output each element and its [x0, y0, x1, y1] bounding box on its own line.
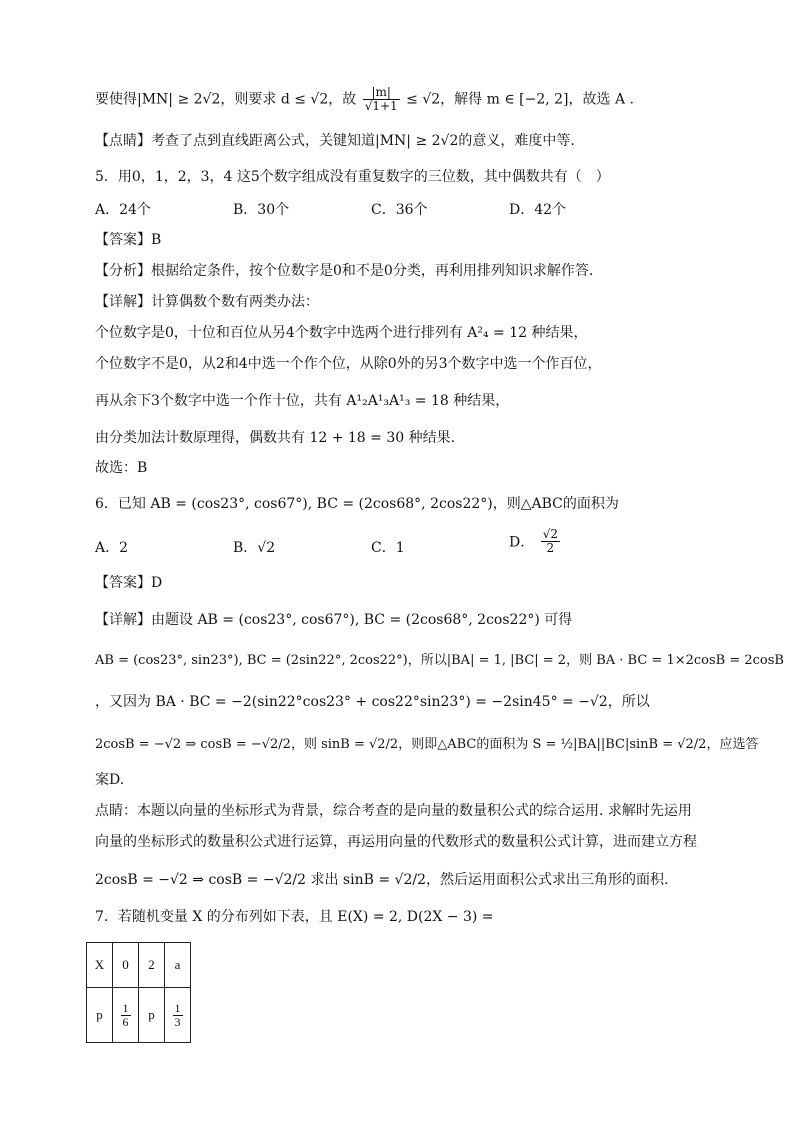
q6-option-d [509, 528, 562, 555]
q7-distribution-table [86, 942, 191, 1043]
q5-option-d: D．42个 [509, 202, 567, 218]
q7-stem: 7．若随机变量 X 的分布列如下表，且 E(X) = 2, D(2X − 3) = [95, 909, 494, 925]
table-cell [165, 988, 191, 1043]
table-fraction [173, 1002, 183, 1029]
q6-note-line-0: 点睛：本题以向量的坐标形式为背景，综合考查的是向量的数量积公式的综合运用. 求解时先运用 [95, 803, 692, 819]
q5-detail-line-0 [95, 292, 319, 312]
frac-num: 1 [174, 1000, 181, 1015]
q5-stem: 5．用0，1，2，3，4 这5个数字组成没有重复数字的三位数，其中偶数共有（ ） [95, 169, 610, 185]
q5-analysis [95, 261, 593, 281]
q6-detail-line-0 [95, 610, 572, 630]
detail-tag: 【详解】 [95, 612, 151, 628]
q6-answer [95, 573, 162, 593]
q6-d-den: 2 [546, 541, 555, 555]
table-row [87, 943, 191, 988]
q5-detail-line-5: 故选：B [95, 460, 148, 476]
table-cell [113, 988, 139, 1043]
q5-detail-line-4: 由分类加法计数原理得，偶数共有 12 + 18 = 30 种结果. [95, 430, 456, 446]
frac-den: 6 [122, 1014, 129, 1029]
detail-text: 计算偶数个数有两类办法： [151, 294, 319, 310]
q6-option-d-label: D． [509, 534, 535, 551]
q6-detail-line-3: 2cosB = −√2 ⇒ cosB = −√2/2，则 sinB = √2/2，则即△ABC的面积为 S = ½|BA||BC|sinB = √2/2，应选答 [95, 737, 759, 752]
q4-frac-num: |m| [363, 86, 400, 100]
q5-detail-line-2: 个位数字不是0，从2和4中选一个作个位，从除0外的另3个数字中选一个作百位， [95, 356, 602, 372]
q4-line1-text: 要使得|MN| ≥ 2√2，则要求 d ≤ √2，故 [95, 91, 357, 108]
q6-detail-line-1: AB = (cos23°, sin23°), BC = (2sin22°, 2cos22°)，所以|BA| = 1, |BC| = 2，则 BA · BC = 1×2cosB = 2cosB [95, 653, 784, 668]
q6-option-b: B．√2 [233, 540, 276, 556]
answer-tag: 【答案】 [95, 575, 151, 591]
q6-note-line-1: 向量的坐标形式的数量积公式进行运算，再运用向量的代数形式的数量积公式计算，进而建立方程 [95, 834, 697, 850]
table-cell: 2 [139, 943, 165, 988]
q6-note-line-2: 2cosB = −√2 ⇒ cosB = −√2/2 求出 sinB = √2/2，然后运用面积公式求出三角形的面积. [95, 872, 669, 888]
table-cell: 0 [113, 943, 139, 988]
q5-answer [95, 230, 161, 250]
q6-stem: 6．已知 AB = (cos23°, cos67°), BC = (2cos68°, 2cos22°)，则△ABC的面积为 [95, 496, 619, 512]
table-cell: p [87, 988, 113, 1043]
table-cell: p [139, 988, 165, 1043]
dianjing-text: 考查了点到直线距离公式，关键知道|MN| ≥ 2√2的意义，难度中等. [151, 133, 575, 149]
q4-conclusion-line [95, 86, 634, 113]
q4-line1-end: ≤ √2，解得 m ∈ [−2, 2]，故选 A . [406, 91, 634, 108]
q6-option-d-fraction [541, 528, 560, 555]
table-row [87, 988, 191, 1043]
q6-detail-line-4: 案D. [95, 772, 125, 788]
answer-tag: 【答案】 [95, 232, 151, 248]
analysis-text: 根据给定条件，按个位数字是0和不是0分类，再利用排列知识求解作答. [151, 263, 594, 279]
detail-text: 由题设 AB = (cos23°, cos67°), BC = (2cos68°, 2cos22°) 可得 [151, 612, 573, 628]
q5-detail-line-1: 个位数字是0，十位和百位从另4个数字中选两个进行排列有 A²₄ = 12 种结果， [95, 325, 588, 341]
answer-value: B [151, 232, 162, 248]
table-fraction [121, 1002, 131, 1029]
dianjing-tag: 【点睛】 [95, 133, 151, 149]
frac-num: 1 [122, 1000, 129, 1015]
analysis-tag: 【分析】 [95, 263, 151, 279]
q6-detail-line-2: ，又因为 BA · BC = −2(sin22°cos23° + cos22°sin23°) = −2sin45° = −√2，所以 [95, 694, 650, 710]
table-cell: X [87, 943, 113, 988]
q6-d-num: √2 [542, 527, 558, 541]
q4-frac-den: √1+1 [364, 99, 398, 113]
q4-dianjing [95, 131, 575, 151]
q4-fraction [363, 86, 400, 113]
q5-detail-line-3: 再从余下3个数字中选一个作十位，共有 A¹₂A¹₃A¹₃ = 18 种结果， [95, 393, 510, 409]
q5-option-a: A．24个 [95, 202, 151, 218]
q5-option-c: C．36个 [371, 202, 428, 218]
q5-option-b: B．30个 [233, 202, 290, 218]
q6-option-c: C．1 [371, 540, 405, 556]
detail-tag: 【详解】 [95, 294, 151, 310]
table-cell: a [165, 943, 191, 988]
q6-option-a: A．2 [95, 540, 129, 556]
answer-value: D [151, 575, 163, 591]
frac-den: 3 [174, 1014, 181, 1029]
